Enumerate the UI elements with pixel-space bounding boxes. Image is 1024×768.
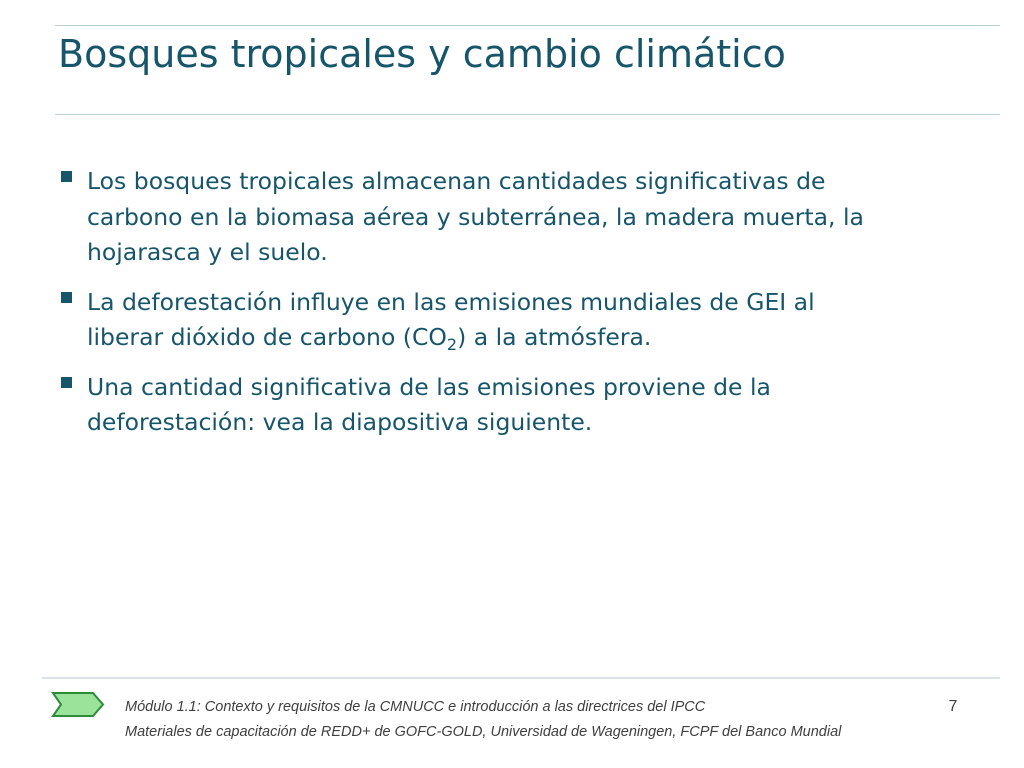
bullet-item-1	[60, 164, 890, 271]
square-bullet-icon	[61, 377, 72, 388]
bullet-text-1: Los bosques tropicales almacenan cantidades significativas de carbono en la biomasa aérea y subterránea, la madera muerta, la hojarasca y el suelo.	[87, 167, 864, 266]
top-divider	[55, 25, 1000, 26]
page-number: 7	[948, 698, 958, 715]
footer-credits-text: Materiales de capacitación de REDD+ de GOFC-GOLD, Universidad de Wageningen, FCPF del Banco Mundial	[125, 724, 842, 740]
bullet-item-2	[60, 285, 890, 356]
bullet-item-3	[60, 370, 890, 441]
bullet-text-3: Una cantidad significativa de las emisiones proviene de la deforestación: vea la diapositiva siguiente.	[87, 372, 771, 436]
co2-subscript: 2	[446, 335, 458, 354]
footer-module-text: Módulo 1.1: Contexto y requisitos de la CMNUCC e introducción a las directrices del IPCC	[125, 699, 706, 715]
title-divider	[55, 114, 1000, 115]
square-bullet-icon	[61, 171, 72, 182]
square-bullet-icon	[61, 292, 72, 303]
slide-title: Bosques tropicales y cambio climático	[58, 32, 786, 76]
bullet-list	[60, 164, 890, 455]
bullet-text-2-after: ) a la atmósfera.	[457, 323, 652, 351]
green-chevron-arrow-icon	[51, 691, 105, 718]
bullet-text-2-before: La deforestación influye en las emisiones mundiales de GEI al liberar dióxido de carbono (CO	[87, 287, 815, 351]
bullet-text-2	[87, 288, 815, 352]
footer-divider	[42, 677, 1000, 679]
